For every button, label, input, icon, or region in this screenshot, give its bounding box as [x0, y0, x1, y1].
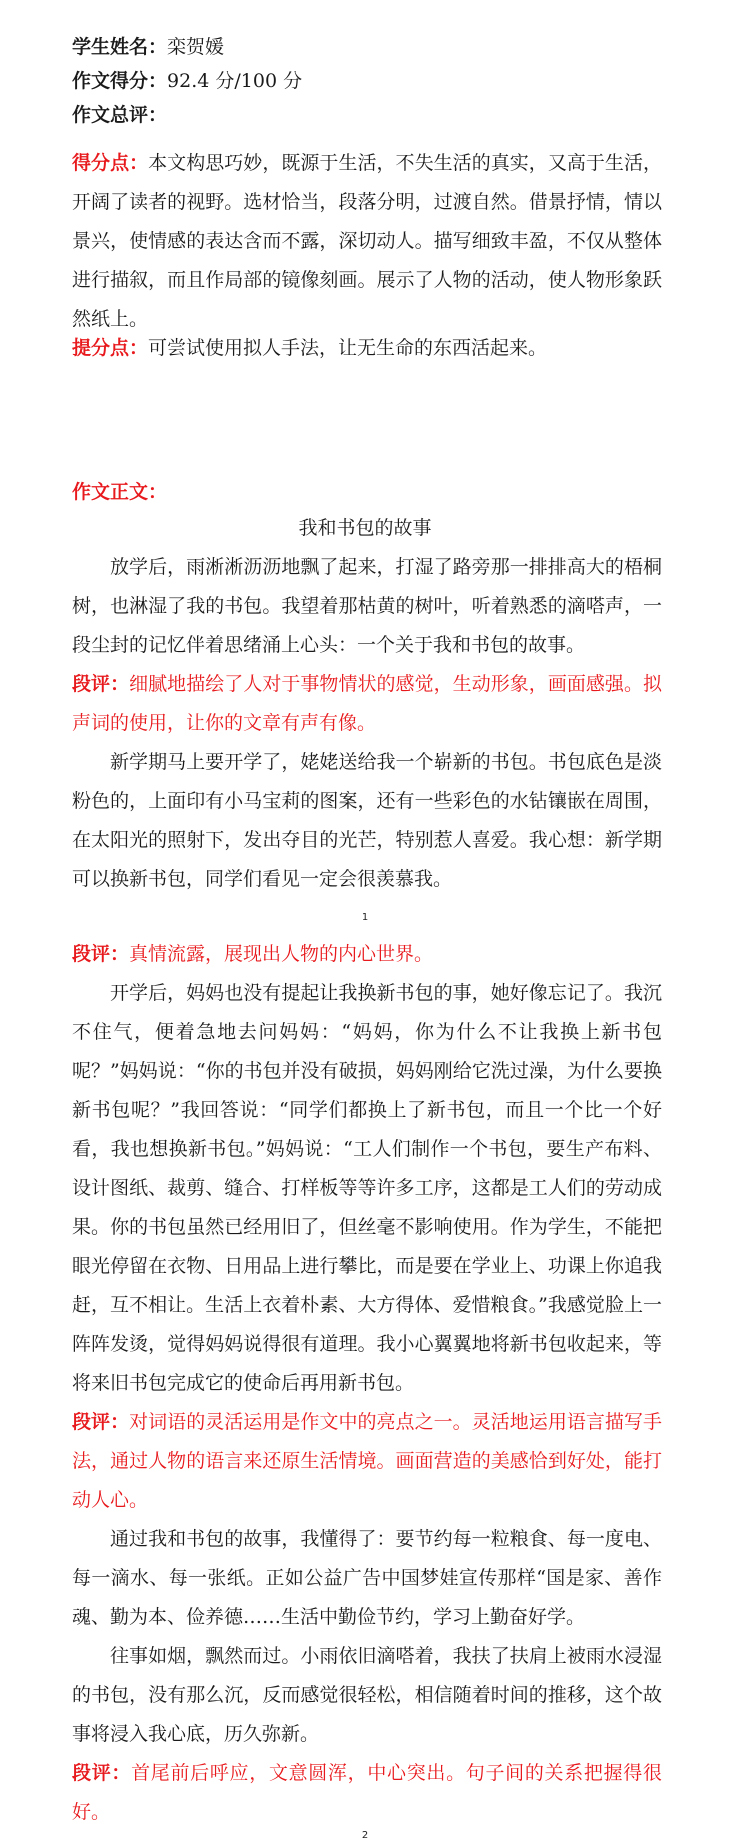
- essay-paragraph-1: 放学后，雨淅淅沥沥地飘了起来，打湿了路旁那一排排高大的梧桐树，也淋湿了我的书包。我望着那枯黄的树叶，听着熟悉的滴嗒声，一段尘封的记忆伴着思绪涌上心头：一个关于我和书包的故事。: [72, 556, 662, 656]
- comment-label: 段评：: [72, 1762, 132, 1784]
- score-value: 92.4 分/100 分: [167, 70, 303, 92]
- comment-text: 细腻地描绘了人对于事物情状的感觉，生动形象，画面感强。拟声词的使用，让你的文章有声有像。: [72, 673, 662, 734]
- strengths-paragraph: [72, 144, 662, 339]
- page-number: 2: [361, 1830, 369, 1841]
- paragraph-comment-2: [72, 935, 662, 974]
- paragraph-comment-3: [72, 1403, 662, 1520]
- page-number: 1: [361, 912, 369, 923]
- student-name-line: [72, 33, 224, 61]
- comment-text: 首尾前后呼应，文意圆浑，中心突出。句子间的关系把握得很好。: [72, 1762, 662, 1823]
- review-heading-line: [72, 101, 167, 129]
- essay-paragraph-3: 开学后，妈妈也没有提起让我换新书包的事，她好像忘记了。我沉不住气，便着急地去问妈妈：“妈妈，你为什么不让我换上新书包呢？”妈妈说：“你的书包并没有破损，妈妈刚给它洗过澡，为什么要换新书包呢？”我回答说：“同学们都换上了新书包，而且一个比一个好看，我也想换新书包。”妈妈说：“工人们制作一个书包，要生产布料、设计图纸、裁剪、缝合、打样板等等许多工序，这都是工人们的劳动成果。你的书包虽然已经用旧了，但丝毫不影响使用。作为学生，不能把眼光停留在衣物、日用品上进行攀比，而是要在学业上、功课上你追我赶，互不相让。生活上衣着朴素、大方得体、爱惜粮食。”我感觉脸上一阵阵发烫，觉得妈妈说得很有道理。我小心翼翼地将新书包收起来，等将来旧书包完成它的使命后再用新书包。: [72, 982, 662, 1394]
- essay-heading: 作文正文：: [72, 481, 168, 503]
- improve-text: 可尝试使用拟人手法，让无生命的东西活起来。: [148, 337, 548, 359]
- improve-label: 提分点：: [72, 337, 149, 359]
- score-label: 作文得分：: [72, 70, 168, 92]
- essay-title: 我和书包的故事: [298, 517, 432, 539]
- essay-paragraph-5: 往事如烟，飘然而过。小雨依旧滴嗒着，我扶了扶肩上被雨水浸湿的书包，没有那么沉，反而感觉很轻松，相信随着时间的推移，这个故事将浸入我心底，历久弥新。: [72, 1645, 662, 1745]
- improve-paragraph: [72, 329, 662, 368]
- comment-label: 段评：: [72, 673, 130, 695]
- essay-paragraph-2: 新学期马上要开学了，姥姥送给我一个崭新的书包。书包底色是淡粉色的，上面印有小马宝莉的图案，还有一些彩色的水钻镶嵌在周围，在太阳光的照射下，发出夺目的光芒，特别惹人喜爱。我心想：新学期可以换新书包，同学们看见一定会很羡慕我。: [72, 751, 662, 890]
- paragraph-comment-4: [72, 1754, 662, 1832]
- strengths-text: 本文构思巧妙，既源于生活，不失生活的真实，又高于生活，开阔了读者的视野。选材恰当，段落分明，过渡自然。借景抒情，情以景兴，使情感的表达含而不露，深切动人。描写细致丰盈，不仅从整体进行描叙，而且作局部的镜像刻画。展示了人物的活动，使人物形象跃然纸上。: [72, 152, 662, 330]
- student-name-label: 学生姓名：: [72, 36, 168, 58]
- essay-paragraph-4: 通过我和书包的故事，我懂得了：要节约每一粒粮食、每一度电、每一滴水、每一张纸。正如公益广告中国梦娃宣传那样“国是家、善作魂、勤为本、俭养德……生活中勤俭节约，学习上勤奋好学。: [72, 1528, 662, 1628]
- comment-text: 真情流露，展现出人物的内心世界。: [129, 943, 434, 965]
- score-line: [72, 67, 302, 95]
- student-name-value: 栾贺媛: [167, 36, 225, 58]
- comment-text: 对词语的灵活运用是作文中的亮点之一。灵活地运用语言描写手法，通过人物的语言来还原生活情境。画面营造的美感恰到好处，能打动人心。: [72, 1411, 662, 1511]
- comment-label: 段评：: [72, 943, 130, 965]
- strengths-label: 得分点：: [72, 152, 149, 174]
- review-heading: 作文总评：: [72, 104, 168, 126]
- paragraph-comment-1: [72, 665, 662, 743]
- comment-label: 段评：: [72, 1411, 130, 1433]
